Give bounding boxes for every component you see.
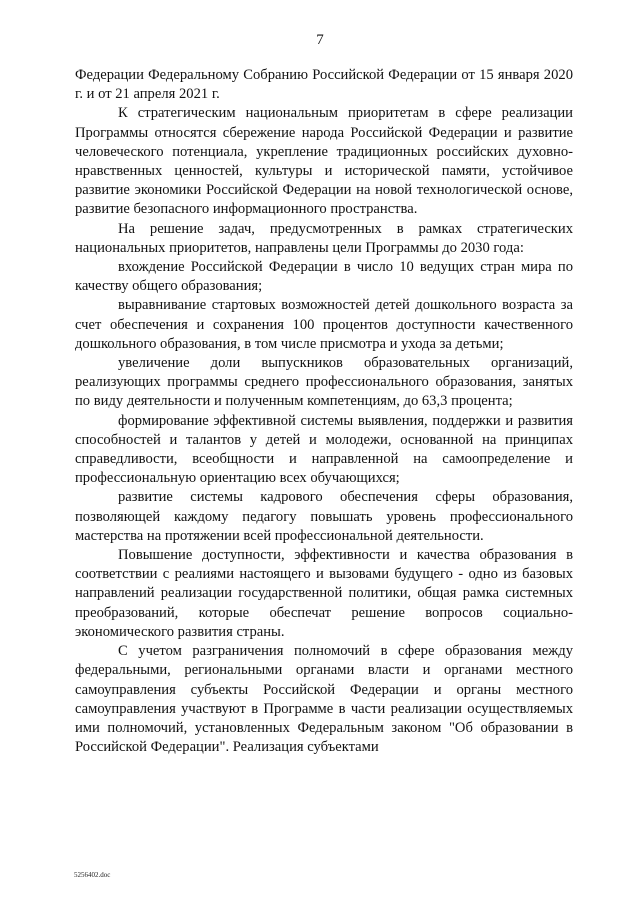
goal-item-general-education: вхождение Российской Федерации в число 10 ведущих стран мира по качеству общего образования; [75,259,573,295]
paragraph-powers: С учетом разграничения полномочий в сфере образования между федеральными, региональными органами власти и органами местного самоуправления субъекты Российской Федерации и органы местного самоуправления участвуют в Программе в части реализации осуществляемых ими полномочий, установленных Федеральным законом "Об образовании в Российской Федерации". Реализация субъектами [75,643,573,756]
page-number: 7 [316,32,324,48]
goal-item-talents: формирование эффективной системы выявления, поддержки и развития способностей и талантов у детей и молодежи, основанной на принципах справедливости, всеобщности и направленной на самоопределение и профессиональную ориентацию всех обучающихся; [75,412,573,487]
goal-item-preschool: выравнивание стартовых возможностей детей дошкольного возраста за счет обеспечения и сохранения 100 процентов доступности качественного дошкольного образования, в том числе присмотра и ухода за детьми; [75,297,573,352]
file-name-footer: 5256402.doc [74,871,111,879]
paragraph-goals-intro: На решение задач, предусмотренных в рамках стратегических национальных приоритетов, направлены цели Программы до 2030 года: [75,220,573,256]
document-body [75,66,573,757]
paragraph-continuation: Федерации Федеральному Собранию Российской Федерации от 15 января 2020 г. и от 21 апреля 2021 г. [75,67,573,103]
paragraph-quality: Повышение доступности, эффективности и качества образования в соответствии с реалиями настоящего и вызовами будущего - одно из базовых направлений реализации государственной политики, общая рамка системных преобразований, которые обеспечат решение вопросов социально-экономического развития страны. [75,547,573,640]
goal-item-vocational: увеличение доли выпускников образовательных организаций, реализующих программы среднего профессионального образования, занятых по виду деятельности и полученным компетенциям, до 63,3 процента; [75,355,573,410]
goal-item-staff: развитие системы кадрового обеспечения сферы образования, позволяющей каждому педагогу повышать уровень профессионального мастерства на протяжении всей профессиональной деятельности. [75,489,573,544]
paragraph-priorities: К стратегическим национальным приоритетам в сфере реализации Программы относятся сбережение народа Российской Федерации и развитие человеческого потенциала, укрепление традиционных российских духовно-нравственных ценностей, культуры и исторической памяти, устойчивое развитие экономики Российской Федерации на новой технологической основе, развитие безопасного информационного пространства. [75,105,573,218]
